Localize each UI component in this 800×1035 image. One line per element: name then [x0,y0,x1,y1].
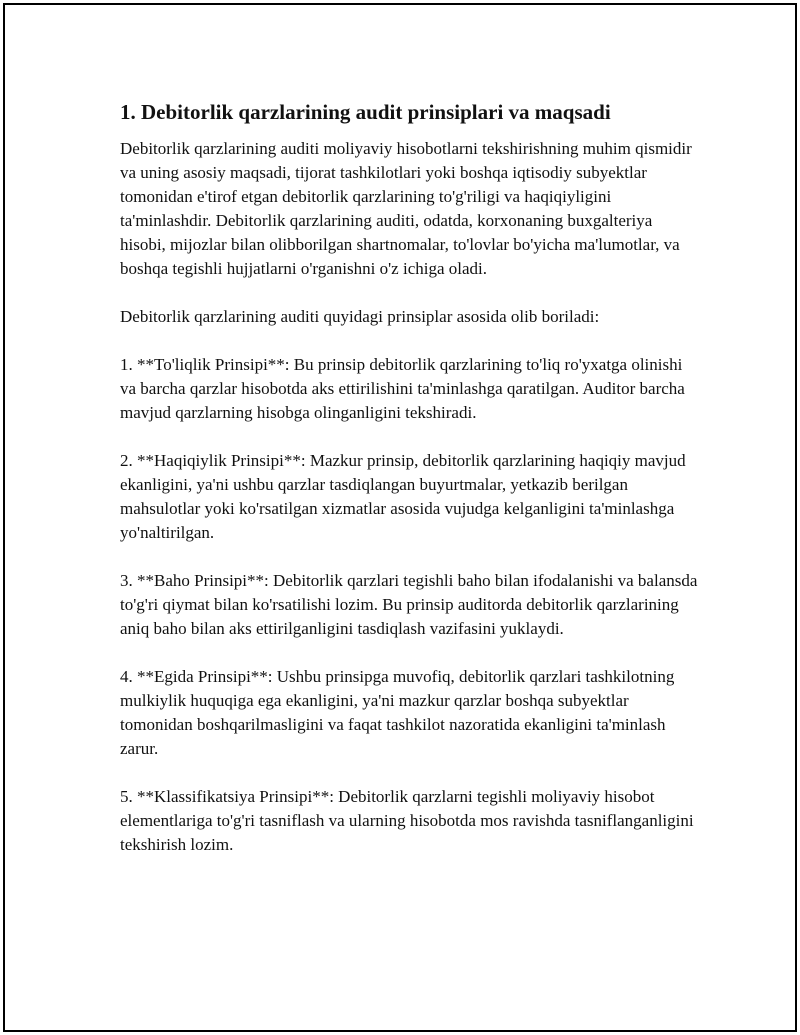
page-frame [3,3,797,1032]
document-content [120,99,700,881]
principles-intro: Debitorlik qarzlarining auditi quyidagi prinsiplar asosida olib boriladi: [120,307,600,326]
principle-existence: 2. **Haqiqiylik Prinsipi**: Mazkur prinsip, debitorlik qarzlarining haqiqiy mavjud ekanligini, ya'ni ushbu qarzlar tasdiqlangan buyurtmalar, yetkazib berilgan mahsulotlar yoki ko'rsatilgan xizmatlar asosida vujudga kelganligini ta'minlashga yo'naltirilgan. [120,451,686,542]
document-title: 1. Debitorlik qarzlarining audit prinsiplari va maqsadi [120,100,611,124]
principle-ownership: 4. **Egida Prinsipi**: Ushbu prinsipga muvofiq, debitorlik qarzlari tashkilotning mulkiylik huquqiga ega ekanligini, ya'ni mazkur qarzlar boshqa subyektlar tomonidan boshqarilmasligini va faqat tashkilot nazoratida ekanligini ta'minlash zarur. [120,667,675,758]
principle-completeness: 1. **To'liqlik Prinsipi**: Bu prinsip debitorlik qarzlarining to'liq ro'yxatga olinishi va barcha qarzlar hisobotda aks ettirilishini ta'minlashga qaratilgan. Auditor barcha mavjud qarzlarning hisobga olinganligini tekshiradi. [120,355,685,422]
intro-paragraph: Debitorlik qarzlarining auditi moliyaviy hisobotlarni tekshirishning muhim qismidir va uning asosiy maqsadi, tijorat tashkilotlari yoki boshqa iqtisodiy subyektlar tomonidan e'tirof etgan debitorlik qarzlarining to'g'riligi va haqiqiyligini ta'minlashdir. Debitorlik qarzlarining auditi, odatda, korxonaning buxgalteriya hisobi, mijozlar bilan olibborilgan shartnomalar, to'lovlar bo'yicha ma'lumotlar, va boshqa tegishli hujjatlarni o'rganishni o'z ichiga oladi. [120,139,692,278]
principle-valuation: 3. **Baho Prinsipi**: Debitorlik qarzlari tegishli baho bilan ifodalanishi va balansda to'g'ri qiymat bilan ko'rsatilishi lozim. Bu prinsip auditorda debitorlik qarzlarining aniq baho bilan aks ettirilganligini tasdiqlash vazifasini yuklaydi. [120,571,698,638]
principle-classification: 5. **Klassifikatsiya Prinsipi**: Debitorlik qarzlarni tegishli moliyaviy hisobot elementlariga to'g'ri tasniflash va ularning hisobotda mos ravishda tasniflanganligini tekshirish lozim. [120,787,694,854]
